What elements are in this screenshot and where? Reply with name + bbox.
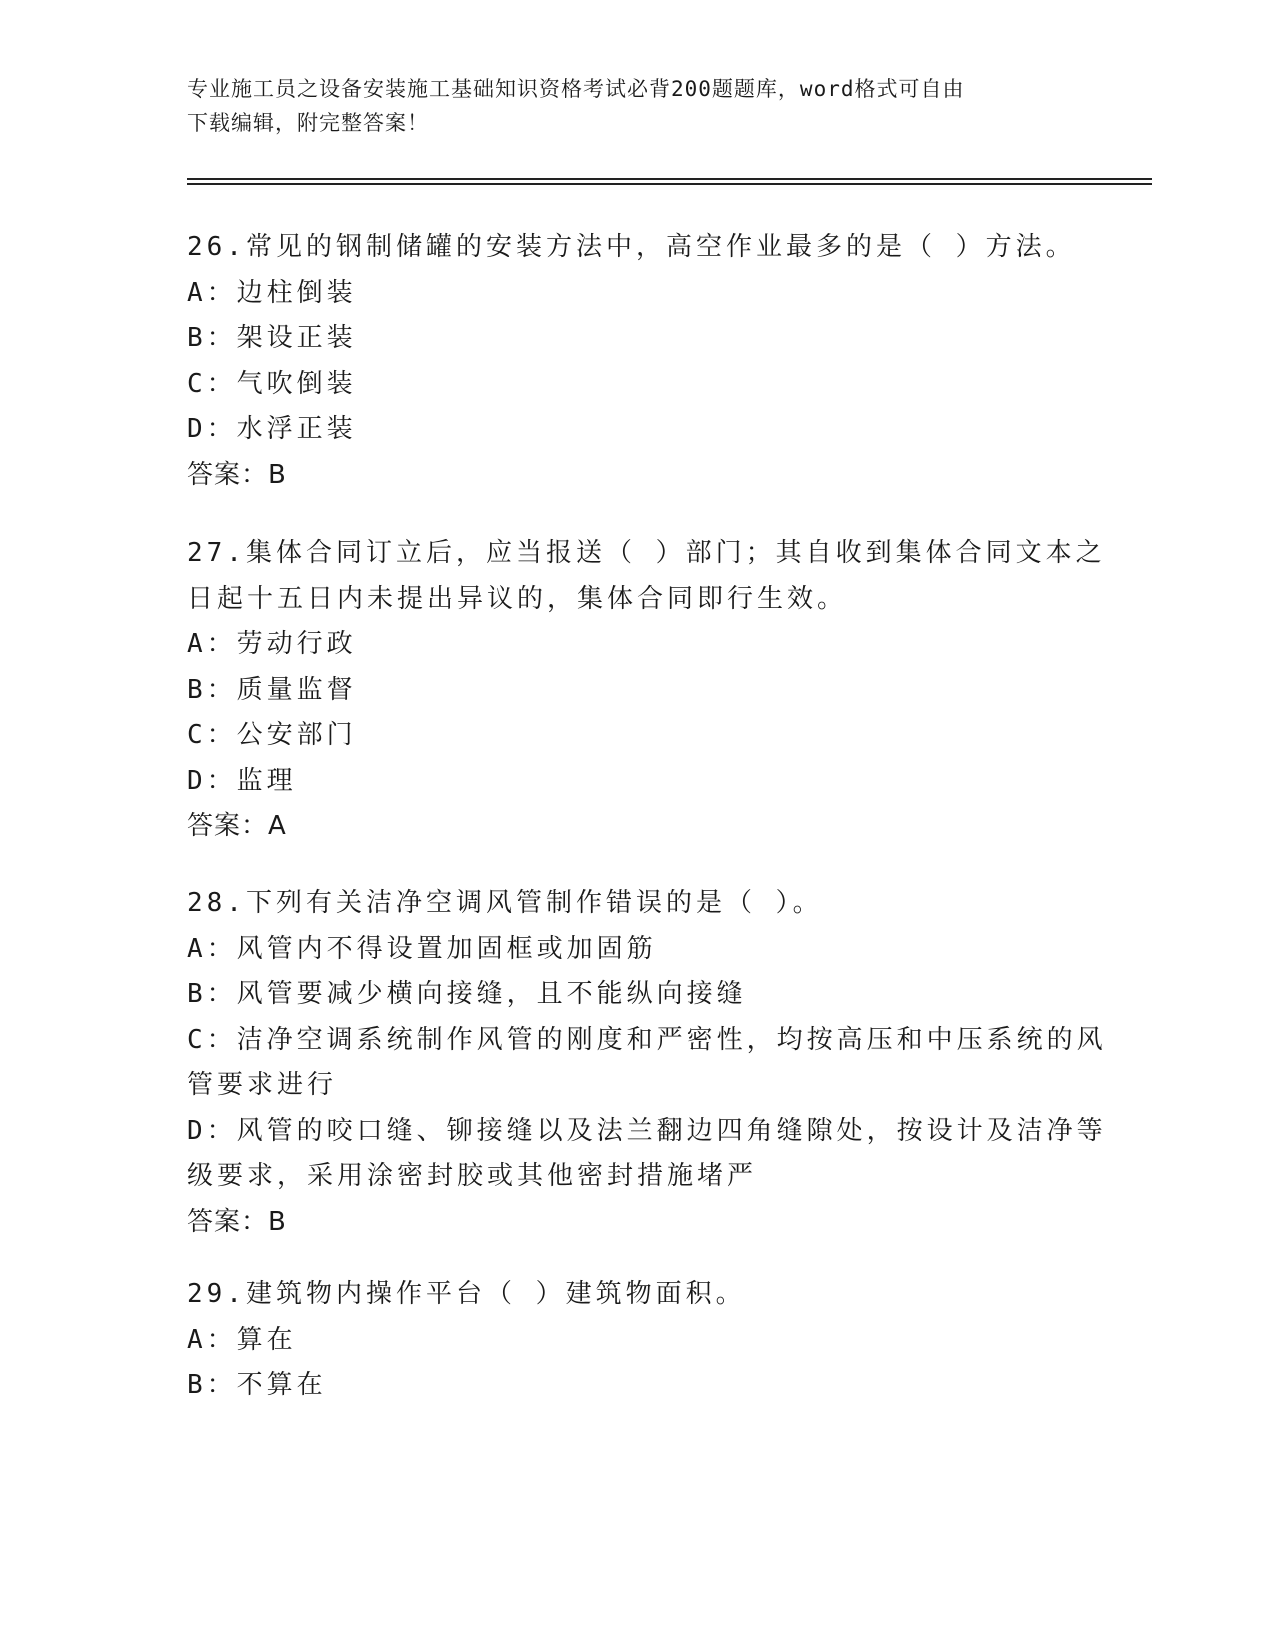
option-b: B：架设正装 <box>187 323 357 353</box>
header-divider-top <box>187 178 1152 180</box>
option-a: A：算在 <box>187 1324 297 1355</box>
option-a: A：风管内不得设置加固框或加固筋 <box>187 933 657 964</box>
option-b: B：风管要减少横向接缝，且不能纵向接缝 <box>187 979 747 1009</box>
option-c: C：气吹倒装 <box>187 368 357 399</box>
question-stem: 29.建筑物内操作平台（ ）建筑物面积。 <box>187 1279 746 1309</box>
option-c-line-1: C：洁净空调系统制作风管的刚度和严密性，均按高压和中压系统的风 <box>187 1024 1107 1055</box>
option-a: A：边柱倒装 <box>187 277 357 308</box>
answer-label: 答案：B <box>187 1206 287 1237</box>
answer-label: 答案：A <box>187 811 287 841</box>
question-stem-line-2: 日起十五日内未提出异议的，集体合同即行生效。 <box>187 583 848 614</box>
question-27 <box>187 531 1106 850</box>
question-28 <box>187 881 1107 1245</box>
header-line-2: 下载编辑，附完整答案！ <box>187 111 429 135</box>
option-b: B：质量监督 <box>187 674 357 705</box>
option-c-line-2: 管要求进行 <box>187 1070 338 1100</box>
answer-label: 答案：B <box>187 459 287 490</box>
question-stem: 26.常见的钢制储罐的安装方法中，高空作业最多的是（ ）方法。 <box>187 232 1076 262</box>
option-d: D：监理 <box>187 765 297 796</box>
question-29 <box>187 1272 1087 1409</box>
question-stem: 28.下列有关洁净空调风管制作错误的是（ ）。 <box>187 888 823 918</box>
option-b: B：不算在 <box>187 1370 327 1400</box>
question-stem-line-1: 27.集体合同订立后，应当报送（ ）部门；其自收到集体合同文本之 <box>187 538 1106 568</box>
header-divider-bottom <box>187 183 1152 185</box>
document-header <box>187 72 1067 140</box>
option-a: A：劳动行政 <box>187 629 357 659</box>
option-d-line-1: D：风管的咬口缝、铆接缝以及法兰翻边四角缝隙处，按设计及洁净等 <box>187 1115 1107 1146</box>
option-c: C：公安部门 <box>187 720 357 750</box>
question-26 <box>187 225 1087 498</box>
header-line-1: 专业施工员之设备安装施工基础知识资格考试必背200题题库，word格式可自由 <box>187 77 965 101</box>
option-d-line-2: 级要求，采用涂密封胶或其他密封措施堵严 <box>187 1161 758 1191</box>
option-d: D：水浮正装 <box>187 414 357 444</box>
